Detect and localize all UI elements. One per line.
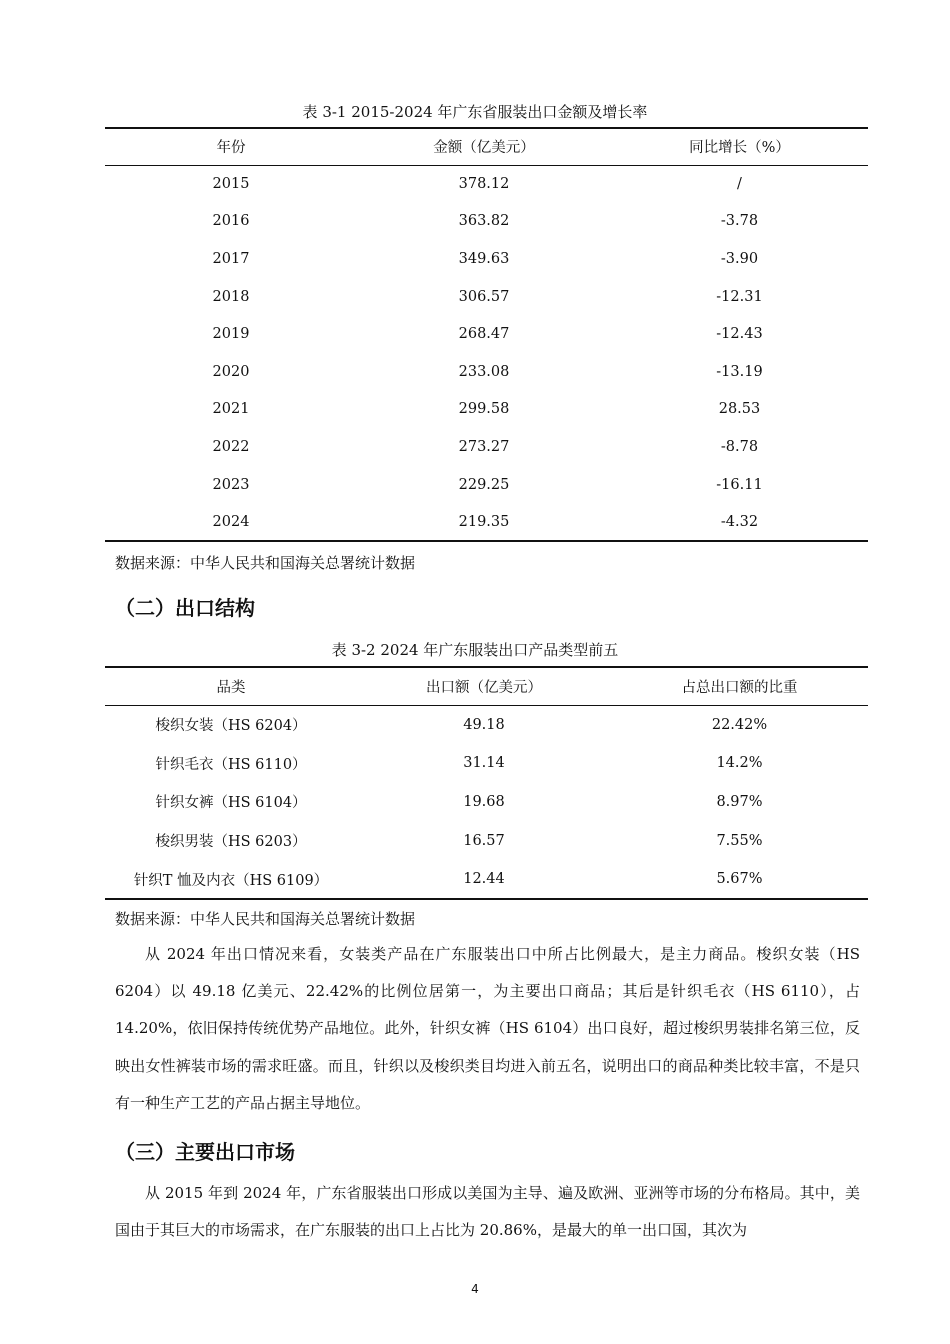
header-share: 占总出口额的比重 [681, 679, 798, 696]
cell-growth: 28.53 [718, 401, 761, 418]
table-row [105, 705, 868, 744]
header-growth: 同比增长（%） [689, 140, 790, 157]
market-paragraph: 从 2015 年到 2024 年，广东省服装出口形成以美国为主导、遍及欧洲、亚洲等市场的分布格局。其中，美国由于其巨大的市场需求，在广东服装的出口上占比为 20.86%，是最大的单一出口国，其次为 [115, 1184, 860, 1240]
table1-source-note: 数据来源：中华人民共和国海关总署统计数据 [115, 554, 416, 572]
cell-amount: 268.47 [458, 326, 510, 343]
cell-export-amount: 49.18 [463, 716, 505, 733]
table-row [105, 240, 868, 278]
cell-year: 2017 [212, 250, 250, 267]
page-number: 4 [471, 1282, 479, 1296]
table-row [105, 203, 868, 241]
cell-growth: -12.43 [716, 326, 763, 343]
cell-growth: -12.31 [716, 288, 763, 305]
cell-export-amount: 19.68 [463, 793, 505, 810]
cell-growth: -13.19 [716, 363, 763, 380]
cell-category: 针织女裤（HS 6104） [155, 795, 307, 812]
table2-top-five-products [105, 666, 868, 900]
cell-amount: 219.35 [458, 513, 510, 530]
cell-year: 2016 [212, 213, 250, 230]
cell-amount: 229.25 [458, 476, 510, 493]
cell-amount: 273.27 [458, 438, 510, 455]
table-row [105, 744, 868, 783]
analysis-paragraph: 从 2024 年出口情况来看，女装类产品在广东服装出口中所占比例最大，是主力商品。梭织女装（HS 6204）以 49.18 亿美元、22.42%的比例位居第一，为主要出口商品；其后是针织毛衣（HS 6110），占 14.20%，依旧保持传统优势产品地位。此外，针织女裤（HS 6104）出口良好，超过梭织男装排名第三位，反映出女性裤装市场的需求旺盛。而且，针织以及梭织类目均进入前五名，说明出口的商品种类比较丰富，不是只有一种生产工艺的产品占据主导地位。 [115, 945, 860, 1112]
cell-year: 2018 [212, 288, 250, 305]
cell-year: 2021 [212, 401, 250, 418]
cell-year: 2022 [212, 438, 250, 455]
cell-year: 2023 [212, 476, 250, 493]
cell-category: 针织T 恤及内衣（HS 6109） [133, 872, 329, 889]
cell-year: 2020 [212, 363, 250, 380]
cell-share: 8.97% [716, 793, 763, 810]
table2-source-note: 数据来源：中华人民共和国海关总署统计数据 [115, 910, 416, 928]
table-row [105, 315, 868, 353]
table-header-row [105, 667, 868, 705]
table1-caption: 表 3-1 2015-2024 年广东省服装出口金额及增长率 [302, 103, 648, 121]
cell-export-amount: 31.14 [463, 755, 505, 772]
table1-export-amount [105, 127, 868, 542]
cell-growth: -8.78 [720, 438, 759, 455]
cell-amount: 233.08 [458, 363, 510, 380]
cell-export-amount: 12.44 [463, 871, 505, 888]
table-row [105, 466, 868, 504]
cell-share: 22.42% [711, 716, 768, 733]
table-header-row [105, 128, 868, 165]
cell-growth: -3.90 [720, 250, 759, 267]
cell-year: 2024 [212, 513, 250, 530]
cell-amount: 306.57 [458, 288, 510, 305]
cell-year: 2019 [212, 326, 250, 343]
cell-share: 5.67% [716, 871, 763, 888]
table-row [105, 391, 868, 429]
cell-category: 针织毛衣（HS 6110） [155, 756, 307, 773]
cell-growth: / [737, 176, 742, 193]
cell-amount: 349.63 [458, 250, 510, 267]
cell-year: 2015 [212, 176, 250, 193]
table2-caption: 表 3-2 2024 年广东服装出口产品类型前五 [331, 641, 619, 659]
table-row [105, 428, 868, 466]
cell-amount: 378.12 [458, 176, 510, 193]
cell-category: 梭织男装（HS 6203） [155, 834, 307, 851]
cell-category: 梭织女装（HS 6204） [155, 718, 307, 735]
cell-amount: 299.58 [458, 401, 510, 418]
table-row [105, 165, 868, 203]
table-row [105, 860, 868, 899]
section2-heading: （二）出口结构 [115, 596, 255, 620]
cell-growth: -3.78 [720, 213, 759, 230]
cell-share: 14.2% [716, 755, 763, 772]
section3-heading: （三）主要出口市场 [115, 1140, 295, 1164]
table-row [105, 783, 868, 822]
cell-amount: 363.82 [458, 213, 510, 230]
header-year: 年份 [216, 140, 246, 157]
cell-growth: -4.32 [720, 513, 759, 530]
cell-export-amount: 16.57 [463, 832, 505, 849]
table-row [105, 278, 868, 316]
header-export-amount: 出口额（亿美元） [426, 679, 542, 696]
cell-growth: -16.11 [716, 476, 763, 493]
cell-share: 7.55% [716, 832, 763, 849]
header-amount: 金额（亿美元） [433, 140, 535, 157]
table-row [105, 821, 868, 860]
table-row [105, 503, 868, 541]
header-category: 品类 [216, 679, 246, 696]
table-row [105, 353, 868, 391]
